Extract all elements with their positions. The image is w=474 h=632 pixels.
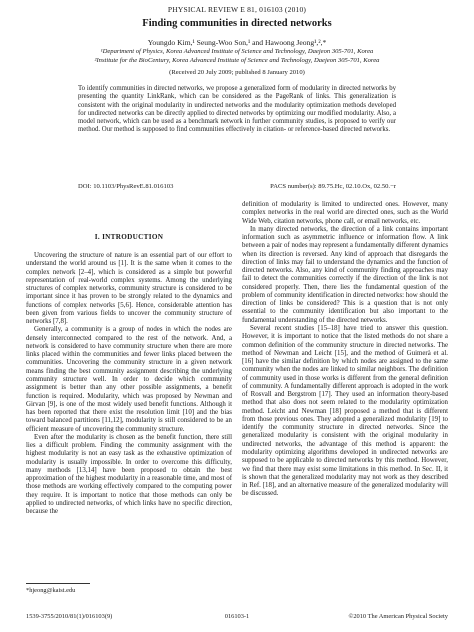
doi-pacs-row [78, 183, 396, 190]
paragraph: In many directed networks, the direction of a link contains important information such as asymmetric influence or information flow. A link between a pair of nodes may represent a fundamentally different dynamics when its direction is reversed. Any kind of approach that disregards the direction of links may fail to understand the dynamics and the function of directed networks. Also, any kind of community finding approaches may fail to detect the communities correctly if the direction of the link is not considered properly. Then, there lies the fundamental question of the problem of community identification in directed networks: how should the direction of links be considered? This is a question that is not only essential to the community identification but also important to the fundamental understanding of the directed networks. [242, 225, 448, 324]
affiliation-2: ²Institute for the BioCentury, Korea Advanced Institute of Science and Technology, Daejeon 305-701, Korea [94, 57, 380, 64]
footnote-divider [26, 583, 90, 584]
paragraph: Generally, a community is a group of nodes in which the nodes are densely interconnected compared to the rest of the network. And, a network is considered to have community structure when there are more links placed within the communities and fewer links placed between the communities. Uncovering the community structure in a given network means finding the best community assignment describing the underlying community structure well. In order to decide which community assignment is better than any other possible assignments, a benefit function is required. Modularity, which was proposed by Newman and Girvan [9], is one of the most widely used benefit functions. Although it has been reported that there exist the resolution limit [10] and the bias toward balanced partitions [11,12], modularity is still considered to be an efficient measure of uncovering the community structure. [26, 326, 232, 433]
author-list: Youngdo Kim,¹ Seung-Woo Son,¹ and Hawoong Jeong¹,²,* [147, 38, 327, 47]
section-heading: I. INTRODUCTION [94, 233, 164, 241]
pacs-numbers: PACS number(s): 89.75.Hc, 02.10.Ox, 02.50.−r [270, 183, 396, 190]
paper-title: Finding communities in directed networks [142, 18, 332, 29]
received-date: (Received 20 July 2009; published 8 January 2010) [169, 69, 305, 76]
footer-copyright: ©2010 The American Physical Society [348, 613, 448, 620]
abstract: To identify communities in directed networks, we propose a generalized form of modularity in directed networks by presenting the quantity LinkRank, which can be considered as the PageRank of links. This generalization is consistent with the original modularity in undirected networks and the modularity optimization methods developed for undirected networks can be directly applied to directed networks by optimizing our modified modularity. Also, a model network, which can be used as a benchmark network in further community studies, is proposed to verify our method. Our method is supposed to find communities effectively in citation- or reference-based directed networks. [78, 85, 396, 134]
doi-link[interactable]: DOI: 10.1103/PhysRevE.81.016103 [78, 183, 174, 190]
footnote-email: *hjeong@kaist.edu [26, 587, 76, 594]
footer-page-number: 016103-1 [224, 613, 250, 620]
page-footer [26, 613, 448, 620]
paragraph: Uncovering the structure of nature is an essential part of our effort to understand the world around us [1]. It is the same when it comes to the complex network [2–4], which is considered as a simple but powerful representation of real-world complex systems. Among the underlying structures of complex networks, community structure is considered to be important since it has proven to be strongly related to the dynamics and functions of complex networks [5,6]. Hence, considerable attention has been given from various fields to uncover the community structure of networks [7,8]. [26, 252, 232, 326]
footer-issn: 1539-3755/2010/81(1)/016103(9) [26, 613, 113, 620]
paragraph: Even after the modularity is chosen as the benefit function, there still lies a difficult problem. Finding the community assignment with the highest modularity is not an easy task as the exhaustive optimization of modularity is usually impossible. In order to overcome this difficulty, many methods [13,14] have been proposed to obtain the best approximation of the highest modularity in a reasonable time, and most of those methods are working effectively compared to the computing power they require. It is important to notice that those methods can only be applied to undirected networks, of which links have no specific direction, because the [26, 433, 232, 516]
running-head: PHYSICAL REVIEW E 81, 016103 (2010) [167, 5, 307, 14]
paragraph: definition of modularity is limited to undirected ones. However, many complex networks in the real world are directed ones, such as the World Wide Web, citation networks, phone call, or email networks, etc. [242, 201, 448, 225]
right-column [242, 201, 448, 591]
affiliation-1: ¹Department of Physics, Korea Advanced Institute of Science and Technology, Daejeon 305-701, Korea [100, 48, 374, 55]
left-column [26, 252, 232, 574]
paragraph: Several recent studies [15–18] have tried to answer this question. However, it is important to notice that the listed methods do not share a common definition of the community structure in directed networks. The method of Newman and Leicht [15], and the method of Guimerà et al. [16] have the similar definition by which nodes are assigned to the same community when the nodes are linked to similar neighbors. The definition of community used in those works is different from the general definition of community. A fundamentally different approach is adopted in the work of Rosvall and Bergstrom [17]. They used an information theory-based method that also does not seem related to the modularity optimization method. Leicht and Newman [18] proposed a method that is different from those previous ones. They adopted a generalized modularity [19] to identify the community structure in directed networks. Since the generalized modularity is consistent with the original modularity in undirected networks, the advantage of this method is apparent: the modularity optimizing algorithms developed in undirected networks are supposed to be applicable to directed networks by this method. However, we find that there may exist some limitations in this method. In Sec. II, it is shown that the generalized modularity may not work as they described in Ref. [18], and an alternative measure of the generalized modularity will be discussed. [242, 324, 448, 498]
